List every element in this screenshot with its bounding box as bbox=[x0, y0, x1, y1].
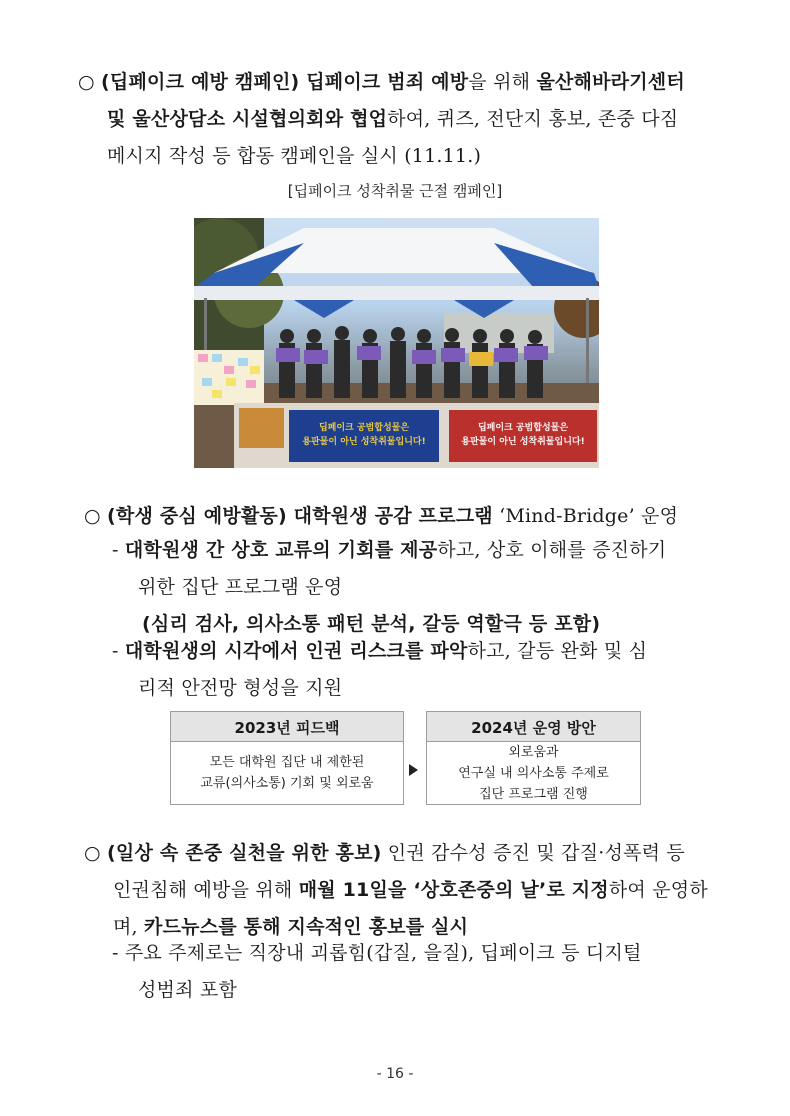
subitem-exchange bbox=[112, 532, 666, 643]
text: 하고, 상호 이해를 증진하기 bbox=[437, 539, 667, 561]
bullet: ○ bbox=[84, 505, 108, 527]
banner-left-line2: 용판물이 아닌 성착취물입니다! bbox=[302, 437, 426, 447]
dash: - bbox=[112, 640, 125, 662]
section-respect-day bbox=[84, 835, 708, 946]
text: 며, bbox=[113, 916, 145, 938]
bold-text: 울산해바라기센터 bbox=[536, 71, 685, 93]
table-left-title: 2023년 피드백 bbox=[170, 711, 404, 743]
paragraph-line bbox=[112, 532, 666, 569]
paragraph-line bbox=[112, 569, 666, 606]
bold-text: 카드뉴스를 통해 지속적인 홍보를 실시 bbox=[144, 916, 469, 938]
text: 인권침해 예방을 위해 bbox=[113, 879, 299, 901]
bold-text: (심리 검사, 의사소통 패턴 분석, 갈등 역할극 등 포함) bbox=[142, 613, 601, 635]
section-deepfake-campaign bbox=[78, 64, 685, 175]
banner-right-line2: 용판물이 아닌 성착취물입니다! bbox=[461, 437, 585, 447]
table-text: 모든 대학원 집단 내 제한된 bbox=[209, 755, 365, 770]
dash: - bbox=[112, 942, 125, 964]
section-mind-bridge bbox=[84, 498, 678, 535]
subitem-topics bbox=[112, 935, 642, 1009]
text: 주요 주제로는 직장내 괴롭힘(갑질, 을질), 딥페이크 등 디지털 bbox=[124, 942, 642, 964]
paragraph-line bbox=[78, 101, 685, 138]
table-text: 집단 프로그램 진행 bbox=[479, 786, 588, 802]
bold-text: (딥페이크 예방 캠페인) 딥페이크 범죄 예방 bbox=[101, 71, 469, 93]
paragraph-line bbox=[78, 64, 685, 101]
paragraph-line bbox=[112, 670, 647, 707]
paragraph-line bbox=[84, 498, 678, 535]
campaign-photo bbox=[194, 218, 599, 468]
bold-text: 및 울산상담소 시설협의회와 협업 bbox=[107, 108, 388, 130]
banner-right-line1: 딥페이크 공범합성물은 bbox=[477, 423, 569, 433]
bold-text: 매월 11일을 ‘상호존중의 날’로 지정 bbox=[298, 879, 609, 901]
text: 을 위해 bbox=[468, 71, 537, 93]
dash: - bbox=[112, 539, 125, 561]
text: 하여, 퀴즈, 전단지 홍보, 존중 다짐 bbox=[387, 108, 679, 130]
arrow-right-icon bbox=[409, 764, 418, 776]
text: 하여 운영하 bbox=[608, 879, 708, 901]
text: 위한 집단 프로그램 운영 bbox=[138, 576, 343, 598]
bold-text: 대학원생의 시각에서 인권 리스크를 파악 bbox=[124, 640, 468, 662]
text: 리적 안전망 형성을 지원 bbox=[138, 677, 343, 699]
photo-caption: [딥페이크 성착취물 근절 캠페인] bbox=[287, 182, 503, 200]
text: ‘Mind-Bridge’ 운영 bbox=[492, 505, 679, 527]
subitem-risk bbox=[112, 633, 647, 707]
banner-left-line1: 딥페이크 공범합성물은 bbox=[318, 423, 410, 433]
paragraph-line bbox=[84, 835, 708, 872]
paragraph-line bbox=[112, 972, 642, 1009]
bold-text: 대학원생 간 상호 교류의 기회를 제공 bbox=[124, 539, 438, 561]
text: 메시지 작성 등 합동 캠페인을 실시 (11.11.) bbox=[107, 145, 482, 167]
text: 인권 감수성 증진 및 갑질·성폭력 등 bbox=[381, 842, 685, 864]
text: 성범죄 포함 bbox=[138, 979, 238, 1001]
bullet: ○ bbox=[78, 71, 102, 93]
paragraph-line bbox=[78, 138, 685, 175]
paragraph-line bbox=[112, 935, 642, 972]
table-right-title: 2024년 운영 방안 bbox=[426, 711, 641, 743]
text: 하고, 갈등 완화 및 심 bbox=[467, 640, 648, 662]
table-text: 교류(의사소통) 기회 및 외로움 bbox=[200, 776, 374, 791]
paragraph-line bbox=[112, 633, 647, 670]
bold-text: (일상 속 존중 실천을 위한 홍보) bbox=[107, 842, 382, 864]
paragraph-line bbox=[84, 872, 708, 909]
page-number: - 16 - bbox=[376, 1066, 414, 1082]
table-text: 연구실 내 의사소통 주제로 bbox=[458, 765, 609, 781]
table-right-body bbox=[426, 741, 641, 805]
table-text: 외로움과 bbox=[508, 744, 559, 760]
table-left-body bbox=[170, 741, 404, 805]
bold-text: (학생 중심 예방활동) 대학원생 공감 프로그램 bbox=[107, 505, 493, 527]
bullet: ○ bbox=[84, 842, 108, 864]
